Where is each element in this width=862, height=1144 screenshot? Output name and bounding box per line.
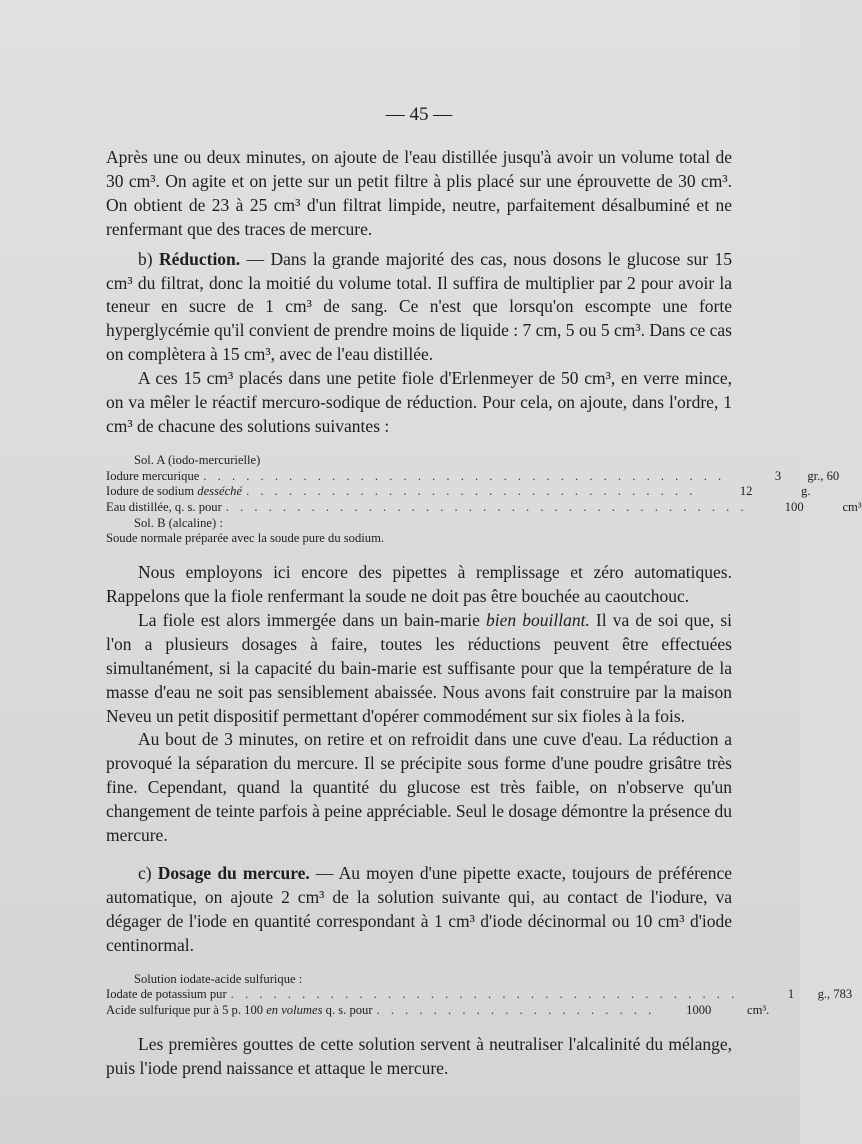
solution-a-title: Sol. A (iodo-mercurielle) [134,452,261,467]
spacer [106,1019,732,1033]
solution-row [106,987,853,1003]
paragraph-reduction [106,248,732,368]
ingredient-name: Iodure mercurique [106,468,200,483]
paragraph-bain-marie: La fiole est alors immergée dans un bain-marie bien bouillant. Il va de soi que, si l'on a plusieurs dosages à faire, toutes les réductions peuvent être effectuées simultanément, si la capacité du bain-marie est suffisante pour que la température de la masse d'eau ne soit pas sensiblement abaissée. Nous avons fait construire par la maison Neveu un petit dispositif permettant d'opérer commodément sur six fioles à la fois. [106,609,732,726]
solution-row [106,499,862,516]
spacer [106,439,732,453]
page-content [106,104,862,1081]
leader-dots: . . . . . . . . . . . . . . . . . . . . . . . . . . . . . . . . . . . . . [203,468,726,483]
solution-b-text: Soude normale préparée avec la soude pure du sodium. [106,531,385,546]
dosage-text: — Au moyen d'une pipette exacte, toujours de préférence automatique, on ajoute 2 cm³ de la solution suivante qui, au contact de l'iodure, va dégager de l'iode en quantité correspondant à 1 cm³ d'iode décinormal ou 10 cm³ d'iode centinormal. [106,862,733,955]
ingredient-quantity: 3 gr., 60 [774,468,840,483]
section-label: b) [138,248,153,269]
paragraph-filtration: Après une ou deux minutes, on ajoute de l'eau distillée jusqu'à avoir un volume total de 30 cm³. On agite et on jette sur un petit filtre à plis placé sur une éprouvette de 30 cm³. On obtient de 23 à 25 cm³ d'un filtrat limpide, neutre, parfaitement désalbuminé et ne renfermant que des traces de mercure. [106,147,732,239]
paragraph-dosage-mercure [106,862,732,958]
ingredient-name: Acide sulfurique pur à 5 p. 100 en volumes q. s. pour [106,1003,373,1017]
leader-dots: . . . . . . . . . . . . . . . . . . . . . . . . . . . . . . . . . . . . [230,987,739,1002]
paragraph-refroidissement: Au bout de 3 minutes, on retire et on refroidit dans une cuve d'eau. La réduction a provoqué la séparation du mercure. Il se précipite sous forme d'une poudre grisâtre très fine. Cependant, quand la quantité du glucose est très faible, on n'observe qu'un changement de teinte parfois à peine appréciable. Seul le dosage démontre la présence du mercure. [106,729,732,846]
spacer [106,848,732,862]
ingredient-name: Iodate de potassium pur [106,987,227,1002]
solution-b-title: Sol. B (alcaline) : [134,515,223,530]
section-heading-dosage: Dosage du mercure. [157,862,310,883]
emphasis-bien-bouillant: bien bouillant. [485,609,590,630]
solution-row [106,484,811,500]
solutions-list-reduction [106,452,862,547]
leader-dots: . . . . . . . . . . . . . . . . . . . . . . . . . . . . . . . . [246,484,697,499]
page-number: — 45 — [385,104,453,125]
ingredient-name: Eau distillée, q. s. pour [106,499,222,514]
leader-dots: . . . . . . . . . . . . . . . . . . . . [376,1003,656,1017]
spacer [106,547,732,561]
solution-row [106,1003,770,1019]
solution-iodate-title: Solution iodate-acide sulfurique : [134,971,303,986]
section-heading-reduction: Réduction. [158,248,241,269]
ingredient-quantity: 1000 cm³. [686,1003,770,1017]
ingredient-quantity: 12 g. [739,484,811,499]
paragraph-erlenmeyer: A ces 15 cm³ placés dans une petite fiole d'Erlenmeyer de 50 cm³, en verre mince, on va mêler le réactif mercuro-sodique de réduction. Pour cela, on ajoute, dans l'ordre, 1 cm³ de chacune des solutions suivantes : [106,368,732,436]
leader-dots: . . . . . . . . . . . . . . . . . . . . . . . . . . . . . . . . . . . . . [225,499,748,514]
solution-row [106,468,840,485]
ingredient-quantity: 100 cm³ [784,499,862,514]
section-label: c) [138,862,152,883]
solutions-list-iodate [106,971,853,1019]
ingredient-quantity: 1 g., 783 [787,987,853,1002]
spacer [106,958,732,972]
reduction-text: — Dans la grande majorité des cas, nous dosons le glucose sur 15 cm³ du filtrat, donc la moitié du volume total. Il suffira de multiplier par 2 pour avoir la teneur en sucre de 1 cm³ de sang. Ce n'est que lorsqu'on escompte une forte hyperglycémie qu'il convient de prendre moins de liquide : 7 cm, 5 ou 5 cm³. Dans ce cas on complètera à 15 cm³, avec de l'eau distillée. [106,248,732,365]
paragraph-pipettes: Nous employons ici encore des pipettes à remplissage et zéro automatiques. Rappelons que la fiole renfermant la soude ne doit pas être bouchée au caoutchouc. [106,562,732,606]
paragraph-neutralisation: Les premières gouttes de cette solution servent à neutraliser l'alcalinité du mélange, puis l'iode prend naissance et attaque le mercure. [106,1033,732,1078]
ingredient-name: Iodure de sodium desséché [106,484,243,499]
